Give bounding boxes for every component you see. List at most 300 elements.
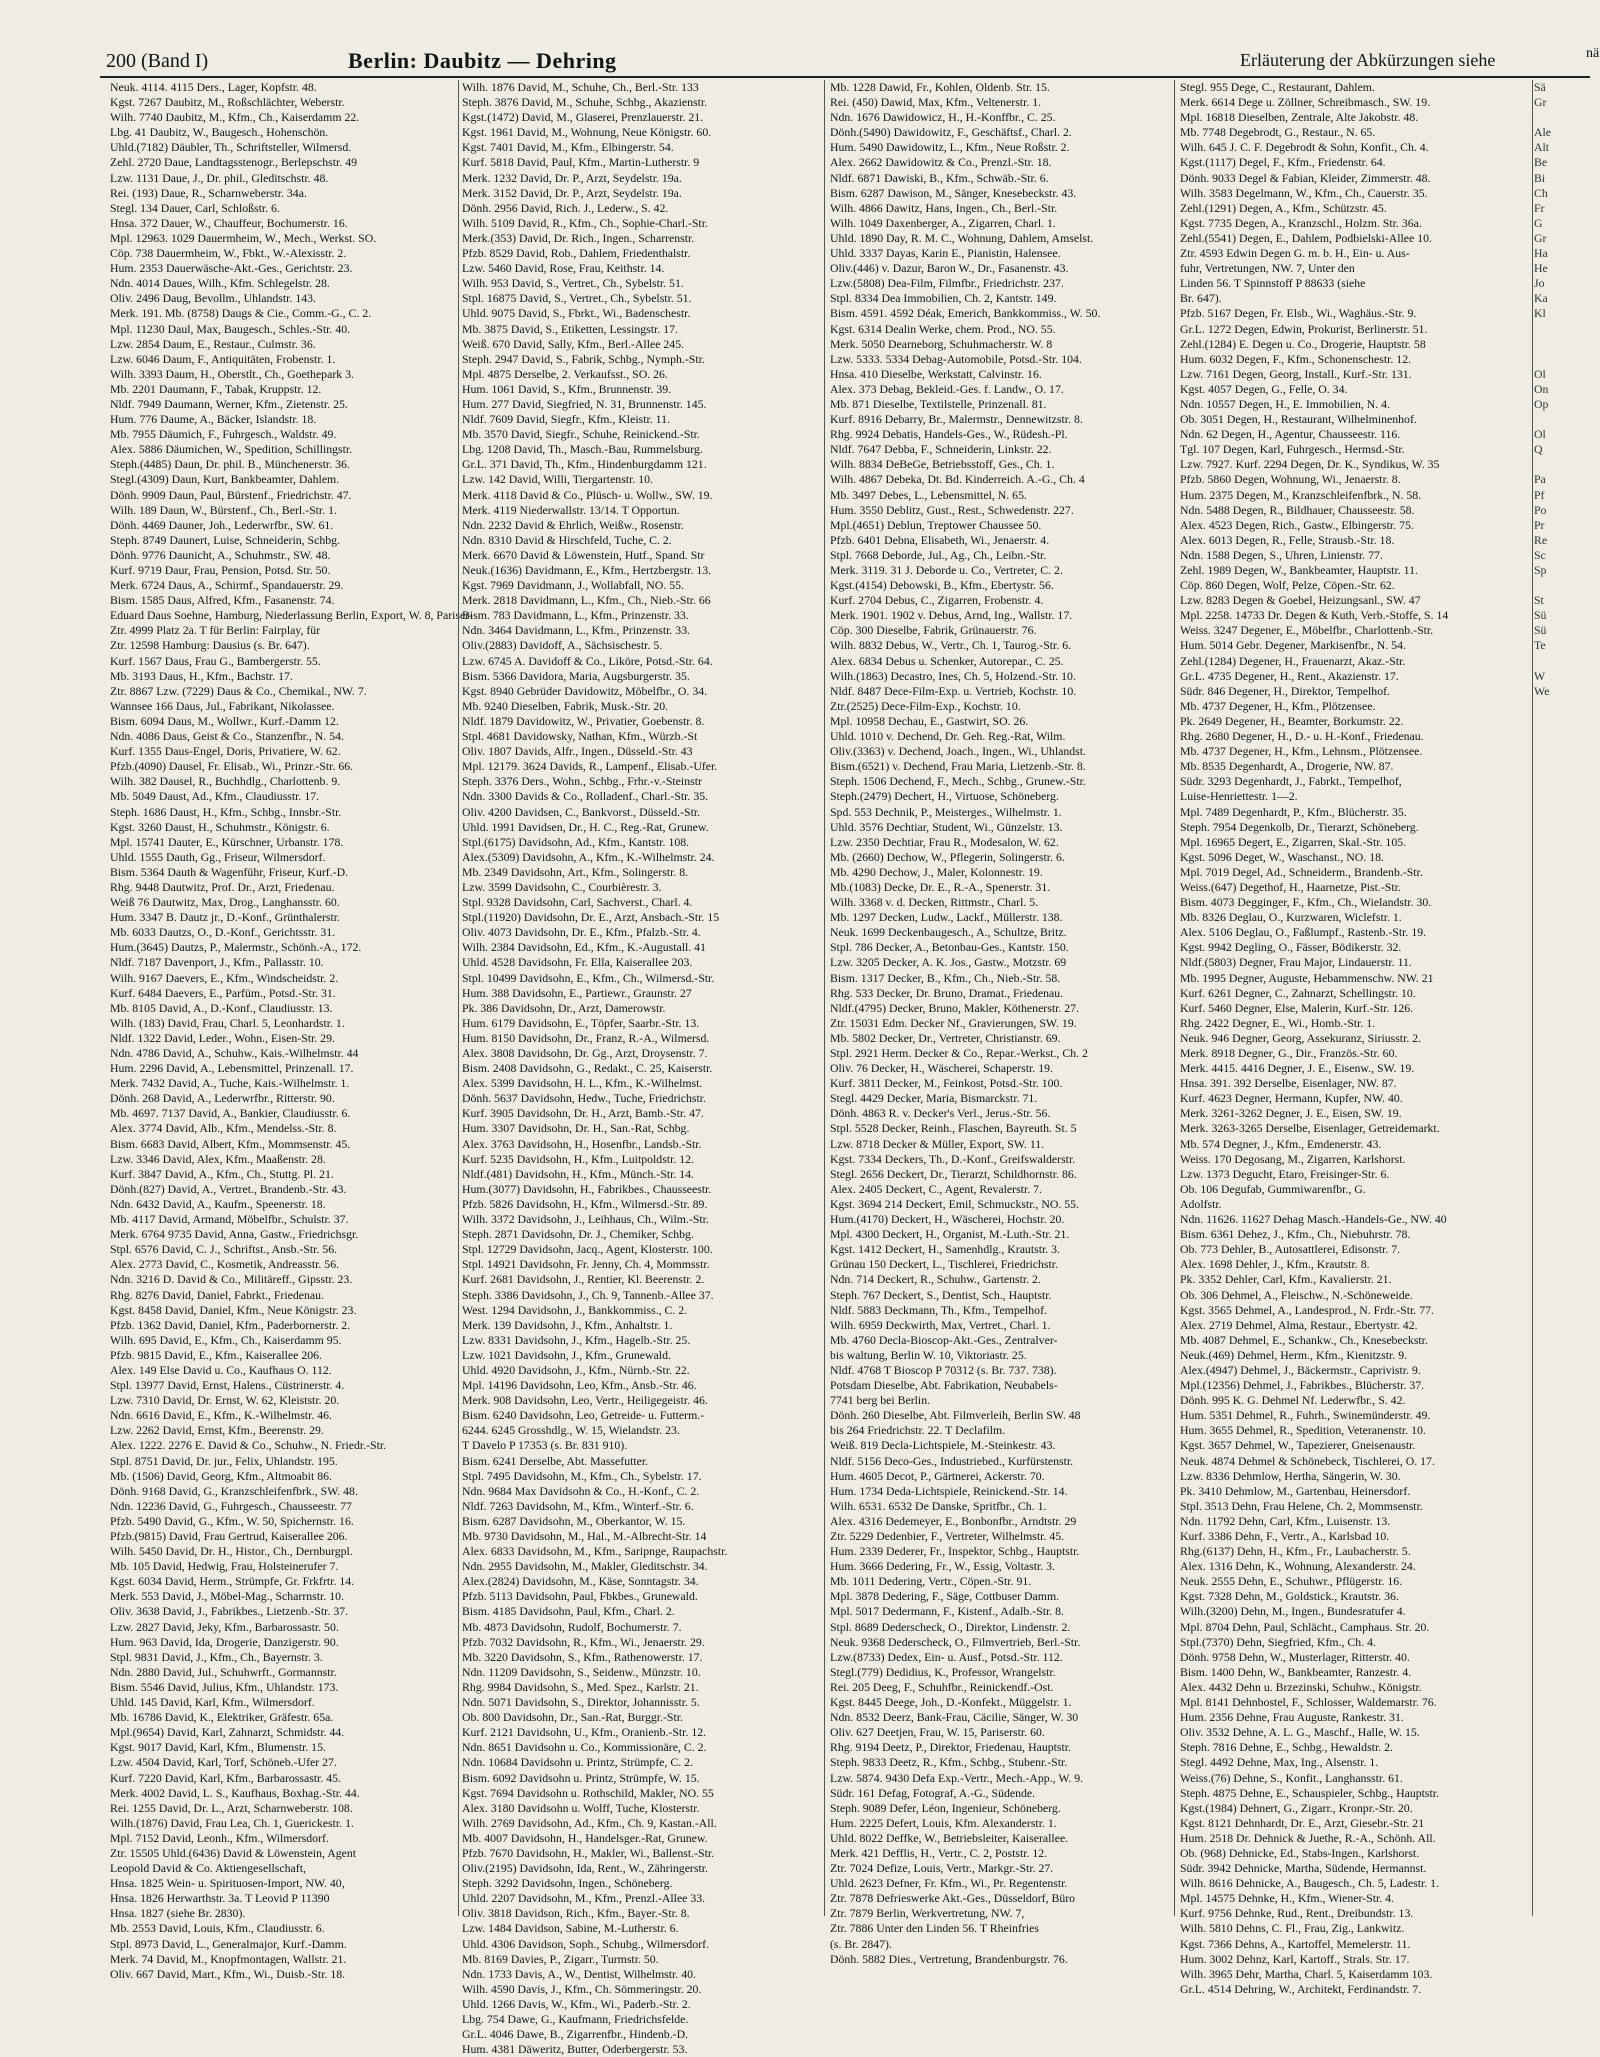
directory-entry: fuhr, Vertretungen, NW. 7, Unter den bbox=[1180, 261, 1355, 276]
directory-entry: Spd. 553 Dechnik, P., Meisterges., Wilhelmstr. 1. bbox=[830, 804, 1062, 819]
directory-entry: Bism. 5546 David, Julius, Kfm., Uhlandstr. 173. bbox=[110, 1679, 339, 1694]
directory-entry: Bism. 6683 David, Albert, Kfm., Mommsenstr. 45. bbox=[110, 1136, 351, 1151]
directory-entry: Mb. 3193 Daus, H., Kfm., Bachstr. 17. bbox=[110, 668, 293, 683]
directory-entry: Lzw. 142 David, Willi, Tiergartenstr. 10. bbox=[462, 472, 653, 487]
directory-entry: Lzw. 4504 David, Karl, Torf, Schöneb.-Ufer 27. bbox=[110, 1755, 337, 1770]
directory-entry: Mb. 9730 Davidsohn, M., Hal., M.-Albrecht-Str. 14 bbox=[462, 1529, 707, 1543]
directory-entry: Steph.(4485) Daun, Dr. phil. B., Münchenerstr. 36. bbox=[110, 457, 350, 472]
directory-entry: Mb. 4087 Dehmel, E., Schankw., Ch., Knesebeckstr. bbox=[1180, 1332, 1428, 1347]
directory-entry: Wannsee 166 Daus, Jul., Fabrikant, Nikolassee. bbox=[110, 698, 335, 713]
directory-entry: Wilh. 189 Daun, W., Bürstenf., Ch., Berl.-Str. 1. bbox=[110, 502, 337, 517]
directory-entry: Mb. 16786 David, K., Elektriker, Gräfestr. 65a. bbox=[110, 1710, 334, 1725]
directory-entry: Wilh. 3583 Degelmann, W., Kfm., Ch., Cauerstr. 35. bbox=[1180, 185, 1428, 200]
directory-entry: Mb. 2553 David, Louis, Kfm., Claudiusstr. 6. bbox=[110, 1921, 325, 1936]
directory-entry: Steph. 7954 Degenkolb, Dr., Tierarzt, Schöneberg. bbox=[1180, 819, 1419, 834]
directory-entry: Kgst. 8458 David, Daniel, Kfm., Neue Königstr. 23. bbox=[110, 1302, 357, 1317]
directory-entry: Kurf. 3905 Davidsohn, Dr. H., Arzt, Bamb.-Str. 47. bbox=[462, 1106, 704, 1121]
directory-entry: Wilh. 7740 Daubitz, M., Kfm., Ch., Kaiserdamm 22. bbox=[110, 110, 360, 125]
directory-entry: Ztr. 5229 Dedenbier, F., Vertreter, Wilhelmstr. 45. bbox=[830, 1529, 1065, 1543]
directory-entry: Pfzb. 5860 Degen, Wohnung, Wi., Jenaerstr. 8. bbox=[1180, 472, 1401, 487]
directory-entry: Hum. 1061 David, S., Kfm., Brunnenstr. 39. bbox=[462, 381, 672, 396]
directory-entry: Tgl. 107 Degen, Karl, Fuhrgesch., Hermsd.-Str. bbox=[1180, 442, 1405, 457]
directory-entry: Uhld. 4528 Davidsohn, Fr. Ella, Kaiserallee 203. bbox=[462, 955, 693, 970]
directory-entry: Wilh. 953 David, S., Vertret., Ch., Sybelstr. 51. bbox=[462, 276, 684, 291]
directory-entry: Sp bbox=[1534, 563, 1547, 577]
directory-entry: Mpl. 16818 Dieselben, Zentrale, Alte Jakobstr. 48. bbox=[1180, 110, 1419, 125]
directory-entry: Ndn. 5488 Degen, R., Bildhauer, Chausseestr. 58. bbox=[1180, 502, 1415, 517]
directory-entry: Sc bbox=[1534, 547, 1546, 562]
directory-entry: Op bbox=[1534, 396, 1549, 411]
directory-entry: Pfzb. 5826 Davidsohn, H., Kfm., Wilmersd.-Str. 89. bbox=[462, 1196, 708, 1211]
directory-entry: Alex. 1222. 2276 E. David & Co., Schuhw., N. Friedr.-Str. bbox=[110, 1438, 387, 1453]
directory-entry: Hum. 5351 Dehmel, R., Fuhrh., Swinemünderstr. 49. bbox=[1180, 1408, 1431, 1423]
directory-entry: Merk. 74 David, M., Knopfmontagen, Wallstr. 21. bbox=[110, 1951, 347, 1966]
directory-entry: Wilh.(1876) David, Frau Lea, Ch. 1, Guerickestr. 1. bbox=[110, 1815, 354, 1830]
directory-entry: Alex. 1698 Dehler, J., Kfm., Krautstr. 8. bbox=[1180, 1257, 1370, 1272]
directory-entry: Ztr. 7886 Unter den Linden 56. T Rheinfries bbox=[830, 1921, 1039, 1936]
directory-entry: Mb. 3570 David, Siegfr., Schuhe, Reinickend.-Str. bbox=[462, 427, 700, 442]
directory-entry: Potsdam Dieselbe, Abt. Fabrikation, Neubabels- bbox=[830, 1378, 1058, 1393]
directory-entry: Mpl. 16965 Degert, E., Zigarren, Skal.-Str. 105. bbox=[1180, 834, 1407, 849]
directory-entry: Ndn. 1588 Degen, S., Uhren, Linienstr. 77. bbox=[1180, 547, 1383, 562]
directory-entry: Sä bbox=[1534, 80, 1546, 94]
directory-entry: Alex. 3180 Davidsohn u. Wolff, Tuche, Klosterstr. bbox=[462, 1800, 700, 1815]
directory-entry: Südr. 3942 Dehnicke, Martha, Südende, Hermannst. bbox=[1180, 1861, 1427, 1876]
directory-entry: Mpl. 8704 Dehn, Paul, Schlächt., Camphaus. Str. 20. bbox=[1180, 1619, 1430, 1634]
directory-entry: Merk. 2818 Davidmann, L., Kfm., Ch., Nieb.-Str. 66 bbox=[462, 593, 711, 608]
directory-entry: Ale bbox=[1534, 125, 1552, 140]
directory-entry: Stpl. 16875 David, S., Vertret., Ch., Sybelstr. 51. bbox=[462, 291, 692, 306]
directory-entry: Hum. 4381 Däweritz, Butter, Oderbergerstr. 53. bbox=[462, 2042, 688, 2057]
directory-entry: Ndn. 6616 David, E., Kfm., K.-Wilhelmstr. 46. bbox=[110, 1408, 333, 1423]
directory-entry: Gr.L. 4735 Degener, H., Rent., Akazienstr. 17. bbox=[1180, 668, 1399, 683]
directory-entry: Merk. 4002 David, L. S., Kaufhaus, Boxhag.-Str. 44. bbox=[110, 1785, 360, 1800]
directory-entry: Lzw. 8283 Degen & Goebel, Heizungsanl., SW. 47 bbox=[1180, 593, 1421, 608]
directory-entry: Alex. 6013 Degen, R., Felle, Strausb.-Str. 18. bbox=[1180, 532, 1395, 547]
directory-entry: Hum. 8150 Davidsohn, Dr., Franz, R.-A., Wilmersd. bbox=[462, 1030, 710, 1045]
directory-entry: Ndn. 2232 David & Ehrlich, Weißw., Rosenstr. bbox=[462, 517, 684, 532]
directory-entry: Pfzb.(4090) Dausel, Fr. Elisab., Wi., Prinzr.-Str. 66. bbox=[110, 759, 354, 774]
directory-entry: Kgst. 5096 Deget, W., Waschanst., NO. 18. bbox=[1180, 849, 1384, 864]
page-header bbox=[100, 46, 1600, 76]
directory-entry: Alex. 5106 Deglau, O., Faßlumpf., Rastenb.-Str. 19. bbox=[1180, 925, 1427, 940]
directory-entry: Hum. 2375 Degen, M., Kranzschleifenfbrk., N. 58. bbox=[1180, 487, 1422, 502]
directory-entry: Oliv.(3363) v. Dechend, Joach., Ingen., Wi., Uhlandst. bbox=[830, 744, 1086, 759]
directory-entry: Mb. 2201 Daumann, F., Tabak, Kruppstr. 12. bbox=[110, 381, 322, 396]
directory-entry: Oliv.(2195) Davidsohn, Ida, Rent., W., Zähringerstr. bbox=[462, 1861, 708, 1876]
directory-entry: Linden 56. T Spinnstoff P 88633 (siehe bbox=[1180, 276, 1366, 291]
directory-entry: Oliv. 1807 Davids, Alfr., Ingen., Düsseld.-Str. 43 bbox=[462, 744, 693, 759]
directory-entry: Stpl. 4681 Davidowsky, Nathan, Kfm., Würzb.-St bbox=[462, 729, 698, 744]
directory-entry: bis 264 Friedrichstr. 22. T Declafilm. bbox=[830, 1423, 1006, 1438]
directory-entry: Hum. 2225 Defert, Louis, Kfm. Alexanderstr. 1. bbox=[830, 1815, 1057, 1830]
directory-entry: Kurf. 2121 Davidsohn, U., Kfm., Oranienb.-Str. 12. bbox=[462, 1725, 707, 1740]
directory-entry bbox=[1534, 654, 1596, 669]
directory-entry: Dönh. 9909 Daun, Paul, Bürstenf., Friedrichstr. 47. bbox=[110, 487, 352, 502]
directory-entry: Ndn. 6432 David, A., Kaufm., Speenerstr. 18. bbox=[110, 1196, 326, 1211]
directory-entry: Ndn. 8310 David & Hirschfeld, Tuche, C. 2. bbox=[462, 532, 672, 547]
directory-entry: Mb. 8105 David, A., D.-Konf., Claudiusstr. 13. bbox=[110, 1000, 333, 1015]
directory-entry: Alex. 4432 Dehn u. Brzezinski, Schuhw., Königstr. bbox=[1180, 1679, 1422, 1694]
directory-entry: Gr bbox=[1534, 95, 1547, 110]
directory-entry: Ztr. 7878 Defrieswerke Akt.-Ges., Düsseldorf, Büro bbox=[830, 1891, 1076, 1906]
directory-entry: Mb. 2349 Davidsohn, Art., Kfm., Solingerstr. 8. bbox=[462, 864, 689, 879]
directory-entry: Pk. 2649 Degener, H., Beamter, Borkumstr. 22. bbox=[1180, 713, 1404, 728]
directory-entry: Südr. 3293 Degenhardt, J., Fabrkt., Tempelhof, bbox=[1180, 774, 1402, 789]
directory-entry: Hum. 963 David, Ida, Drogerie, Danzigerstr. 90. bbox=[110, 1634, 339, 1649]
directory-entry bbox=[1534, 337, 1596, 352]
directory-entry: Zehl.(1284) E. Degen u. Co., Drogerie, Hauptstr. 58 bbox=[1180, 336, 1426, 351]
directory-entry: Mb. 4737 Degener, H., Kfm., Lehnsm., Plötzensee. bbox=[1180, 744, 1423, 759]
directory-entry: Mb. 3497 Debes, L., Lebensmittel, N. 65. bbox=[830, 487, 1027, 502]
directory-entry: Lbg. 754 Dawe, G., Kaufmann, Friedrichsfelde. bbox=[462, 2012, 689, 2026]
directory-entry: Stpl. 9831 David, J., Kfm., Ch., Bayernstr. 3. bbox=[110, 1649, 323, 1664]
directory-entry: Mpl. 15741 Dauter, E., Kürschner, Urbanstr. 178. bbox=[110, 834, 344, 849]
directory-entry: Hnsa. 391. 392 Derselbe, Eisenlager, NW. 87. bbox=[1180, 1076, 1397, 1091]
directory-entry: Neuk. 946 Degner, Georg, Assekuranz, Siriusstr. 2. bbox=[1180, 1030, 1422, 1045]
directory-entry: Ndn. 4014 Daues, Wilh., Kfm. Schlegelstr. 28. bbox=[110, 276, 330, 291]
directory-entry: Steph. 9833 Deetz, R., Kfm., Schbg., Stubenr.-Str. bbox=[830, 1755, 1068, 1770]
directory-entry: Adolfstr. bbox=[1180, 1196, 1222, 1211]
directory-entry: Stpl. 8973 David, L., Generalmajor, Kurf.-Damm. bbox=[110, 1936, 347, 1951]
directory-entry: Zehl.(1284) Degener, H., Frauenarzt, Akaz.-Str. bbox=[1180, 653, 1406, 668]
directory-entry: Steph. 3386 Davidsohn, J., Ch. 9, Tannenb.-Allee 37. bbox=[462, 1287, 714, 1302]
directory-entry: Hum. 3307 Davidsohn, Dr. H., San.-Rat, Schbg. bbox=[462, 1121, 690, 1136]
directory-entry: Hum. 2518 Dr. Dehnick & Juethe, R.-A., Schönh. All. bbox=[1180, 1830, 1436, 1845]
directory-entry: Oliv.(446) v. Dazur, Baron W., Dr., Fasanenstr. 43. bbox=[830, 261, 1069, 276]
directory-entry: Mpl. 4875 Derselbe, 2. Verkaufsst., SO. 26. bbox=[462, 366, 668, 381]
directory-entry: Rhg. 9924 Debatis, Handels-Ges., W., Rüdesh.-Pl. bbox=[830, 427, 1068, 442]
directory-entry: Wilh. 645 J. C. F. Degebrodt & Sohn, Konfit., Ch. 4. bbox=[1180, 140, 1429, 155]
directory-entry: Mpl. 2258. 14733 Dr. Degen & Kuth, Verb.-Stoffe, S. 14 bbox=[1180, 608, 1449, 623]
directory-entry: Lzw. 8331 Davidsohn, J., Kfm., Hagelb.-Str. 25. bbox=[462, 1332, 691, 1347]
directory-entry: Uhld. 4920 Davidsohn, J., Kfm., Nürnb.-Str. 22. bbox=[462, 1362, 690, 1377]
directory-entry: Mb. 8535 Degenhardt, A., Drogerie, NW. 87. bbox=[1180, 759, 1394, 774]
directory-entry: Ztr. 4593 Edwin Degen G. m. b. H., Ein- u. Aus- bbox=[1180, 246, 1410, 261]
directory-entry: Ndn. 11792 Dehn, Carl, Kfm., Luisenstr. 13. bbox=[1180, 1513, 1391, 1528]
directory-entry: Mb. 5802 Decker, Dr., Vertreter, Christianstr. 69. bbox=[830, 1030, 1061, 1045]
directory-entry: Nldf.(5803) Degner, Frau Major, Lindauerstr. 11. bbox=[1180, 955, 1412, 970]
directory-entry: Nldf.(4795) Decker, Bruno, Makler, Köthenerstr. 27. bbox=[830, 1000, 1080, 1015]
directory-entry: Merk. 421 Defflis, H., Vertr., C. 2, Poststr. 12. bbox=[830, 1845, 1048, 1860]
directory-entry: Südr. 161 Defag, Fotograf, A.-G., Südende. bbox=[830, 1785, 1036, 1800]
directory-entry: Ndn. 62 Degen, H., Agentur, Chausseestr. 116. bbox=[1180, 427, 1401, 442]
directory-entry: Mpl.(12356) Dehmel, J., Fabrikbes., Blücherstr. 37. bbox=[1180, 1378, 1425, 1393]
directory-entry: Ndn. 714 Deckert, R., Schuhw., Gartenstr. 2. bbox=[830, 1272, 1041, 1287]
directory-entry: Alex.(4947) Dehmel, J., Bäckermstr., Caprivistr. 9. bbox=[1180, 1362, 1421, 1377]
directory-entry: Dönh. 9168 David, G., Kranzschleifenfbrk., SW. 48. bbox=[110, 1483, 358, 1498]
directory-entry: Oliv. 627 Deetjen, Frau, W. 15, Pariserstr. 60. bbox=[830, 1725, 1045, 1740]
next-page-edge-text: nä bbox=[1586, 46, 1600, 61]
column-3 bbox=[830, 80, 1170, 1966]
directory-entry: Lzw. 1021 Davidsohn, J., Kfm., Grunewald. bbox=[462, 1347, 671, 1362]
column-divider bbox=[1174, 80, 1175, 1916]
directory-entry: Stpl. 2921 Herm. Decker & Co., Repar.-Werkst., Ch. 2 bbox=[830, 1046, 1088, 1060]
directory-entry: Steph. 1506 Dechend, F., Mech., Schbg., Grunew.-Str. bbox=[830, 774, 1086, 789]
directory-entry: Stpl. 8334 Dea Immobilien, Ch. 2, Kantstr. 149. bbox=[830, 291, 1057, 306]
directory-entry: Kgst.(4154) Debowski, B., Kfm., Ebertystr. 56. bbox=[830, 578, 1054, 593]
directory-entry: Gr bbox=[1534, 230, 1547, 245]
directory-entry: Hum. 4605 Decot, P., Gärtnerei, Ackerstr. 70. bbox=[830, 1468, 1045, 1483]
directory-entry: Hum. 2356 Dehne, Frau Auguste, Rankestr. 31. bbox=[1180, 1710, 1404, 1725]
directory-entry: Rhg. 533 Decker, Dr. Bruno, Dramat., Friedenau. bbox=[830, 985, 1064, 1000]
directory-entry bbox=[1534, 322, 1596, 337]
directory-entry: Kgst. 3694 214 Deckert, Emil, Schmuckstr., NO. 55. bbox=[830, 1196, 1080, 1211]
directory-entry: Lzw. 7310 David, Dr. Ernst, W. 62, Kleiststr. 20. bbox=[110, 1393, 340, 1408]
directory-entry: Weiß. 819 Decla-Lichtspiele, M.-Steinkestr. 43. bbox=[830, 1438, 1056, 1453]
directory-entry: Lzw. 7161 Degen, Georg, Install., Kurf.-Str. 131. bbox=[1180, 366, 1412, 381]
directory-entry: Kgst.(1984) Dehnert, G., Zigarr., Kronpr.-Str. 20. bbox=[1180, 1800, 1413, 1815]
directory-entry: Ndn. 4786 David, A., Schuhw., Kais.-Wilhelmstr. 44 bbox=[110, 1046, 359, 1060]
directory-entry: Weiss.(76) Dehne, S., Konfit., Langhansstr. 61. bbox=[1180, 1770, 1403, 1785]
directory-entry: Mb. (1506) David, Georg, Kfm., Altmoabit 86. bbox=[110, 1468, 332, 1483]
directory-entry: Kurf. 6261 Degner, C., Zahnarzt, Schellingstr. 10. bbox=[1180, 985, 1416, 1000]
directory-entry: Kl bbox=[1534, 306, 1546, 321]
directory-entry: Uhld. 1890 Day, R. M. C., Wohnung, Dahlem, Amselst. bbox=[830, 230, 1094, 245]
directory-entry: Oliv. 4073 Davidsohn, Dr. E., Kfm., Pfalzb.-Str. 4. bbox=[462, 925, 701, 940]
directory-entry: Mb. 9240 Dieselben, Fabrik, Musk.-Str. 20. bbox=[462, 698, 669, 713]
directory-entry: Nldf. 7949 Daumann, Werner, Kfm., Zietenstr. 25. bbox=[110, 396, 348, 411]
directory-entry: Rhg. 2422 Degner, E., Wi., Homb.-Str. 1. bbox=[1180, 1015, 1376, 1030]
directory-entry: Hum. 6032 Degen, F., Kfm., Schonenschestr. 12. bbox=[1180, 351, 1412, 366]
directory-entry: Kurf. 1355 Daus-Engel, Doris, Privatiere, W. 62. bbox=[110, 744, 341, 759]
directory-entry: Merk. 4119 Niederwallstr. 13/14. T Opportun. bbox=[462, 502, 680, 517]
directory-entry: Steph. 767 Deckert, S., Dentist, Sch., Hauptstr. bbox=[830, 1287, 1052, 1302]
directory-entry: Wilh. 4590 Davis, J., Kfm., Ch. Sömmeringstr. 20. bbox=[462, 1981, 702, 1996]
directory-entry: Mb. 1228 Dawid, Fr., Kohlen, Oldenb. Str. 15. bbox=[830, 80, 1050, 94]
directory-entry: Ztr. 8867 Lzw. (7229) Daus & Co., Chemikal., NW. 7. bbox=[110, 683, 367, 698]
directory-entry: Wilh. 8832 Debus, W., Vertr., Ch. 1, Taurog.-Str. 6. bbox=[830, 638, 1072, 653]
directory-entry: Steph. 3376 Ders., Wohn., Schbg., Frhr.-v.-Steinstr bbox=[462, 774, 702, 789]
directory-entry: Lzw. 8718 Decker & Müller, Export, SW. 11. bbox=[830, 1136, 1045, 1151]
directory-entry: Weiß. 670 David, Sally, Kfm., Berl.-Allee 245. bbox=[462, 336, 685, 351]
directory-entry: Hum. 5014 Gebr. Degener, Markisenfbr., N. 54. bbox=[1180, 638, 1406, 653]
directory-entry: Dönh. 9776 Daunicht, A., Schuhmstr., SW. 48. bbox=[110, 547, 331, 562]
directory-entry: Steph. 3292 Davidsohn, Ingen., Schöneberg. bbox=[462, 1876, 673, 1891]
directory-entry: 6244. 6245 Grosshdlg., W. 15, Wielandstr. 23. bbox=[462, 1423, 680, 1438]
directory-entry: Ndn. 11209 Davidsohn, S., Seidenw., Münzstr. 10. bbox=[462, 1664, 701, 1679]
directory-entry: Hum. 2296 David, A., Lebensmittel, Prinzenall. 17. bbox=[110, 1061, 354, 1076]
directory-entry: Uhld. 8022 Deffke, W., Betriebsleiter, Kaiserallee. bbox=[830, 1830, 1069, 1845]
directory-entry: Rei. 205 Deeg, F., Schuhfbr., Reinickendf.-Ost. bbox=[830, 1679, 1054, 1694]
directory-entry: Wilh. (183) David, Frau, Charl. 5, Leonhardstr. 1. bbox=[110, 1015, 345, 1030]
directory-entry: Stpl. 13977 David, Ernst, Halens., Cüstrinerstr. 4. bbox=[110, 1378, 345, 1393]
directory-entry: Uhld. 1555 Dauth, Gg., Friseur, Wilmersdorf. bbox=[110, 849, 326, 864]
directory-entry: Steph. 9089 Defer, Léon, Ingenieur, Schöneberg. bbox=[830, 1800, 1061, 1815]
directory-entry: T Davelo P 17353 (s. Br. 831 910). bbox=[462, 1438, 628, 1453]
directory-entry: Stegl.(4309) Daun, Kurt, Bankbeamter, Dahlem. bbox=[110, 472, 340, 487]
directory-entry: Ha bbox=[1534, 246, 1548, 261]
directory-entry: Bism. 6241 Derselbe, Abt. Massefutter. bbox=[462, 1453, 649, 1468]
directory-entry: Ch bbox=[1534, 185, 1548, 200]
directory-entry: Hum. 1734 Deda-Lichtspiele, Reinickend.-Str. 14. bbox=[830, 1483, 1068, 1498]
directory-entry: Stpl. 8689 Dederscheck, O., Direktor, Lindenstr. 2. bbox=[830, 1619, 1071, 1634]
directory-entry: Oliv. 3638 David, J., Fabrikbes., Lietzenb.-Str. 37. bbox=[110, 1604, 349, 1619]
directory-entry: Bism. 4073 Degginger, F., Kfm., Ch., Wielandstr. 30. bbox=[1180, 895, 1432, 910]
directory-entry: Alex.(2824) Davidsohn, M., Käse, Sonntagstr. 34. bbox=[462, 1574, 699, 1589]
directory-entry: Wilh.(3200) Dehn, M., Ingen., Bundesratufer 4. bbox=[1180, 1604, 1406, 1619]
directory-entry: Kgst. 1412 Deckert, H., Samenhdlg., Krautstr. 3. bbox=[830, 1242, 1061, 1257]
directory-entry: Ka bbox=[1534, 291, 1548, 306]
directory-entry: Rhg.(6137) Dehn, H., Kfm., Fr., Laubacherstr. 5. bbox=[1180, 1544, 1411, 1559]
directory-entry: Neuk. 4114. 4115 Ders., Lager, Kopfstr. 48. bbox=[110, 80, 317, 94]
directory-entry: Kurf. 2704 Debus, C., Zigarren, Frobenstr. 4. bbox=[830, 593, 1044, 608]
directory-entry: Hnsa. 410 Dieselbe, Werkstatt, Calvinstr. 16. bbox=[830, 366, 1042, 381]
directory-entry: Wilh. 8834 DeBeGe, Betriebsstoff, Ges., Ch. 1. bbox=[830, 457, 1055, 472]
directory-entry: Stpl.(11920) Davidsohn, Dr. E., Arzt, Ansbach.-Str. 15 bbox=[462, 910, 720, 925]
directory-entry: Mb. (2660) Dechow, W., Pflegerin, Solingerstr. 6. bbox=[830, 849, 1065, 864]
directory-entry: Mb. 4760 Decla-Bioscop-Akt.-Ges., Zentralver- bbox=[830, 1332, 1058, 1347]
directory-entry: Wilh. 695 David, E., Kfm., Ch., Kaiserdamm 95. bbox=[110, 1332, 342, 1347]
directory-entry: Hum. 3655 Dehmel, R., Spedition, Veteranenstr. 10. bbox=[1180, 1423, 1426, 1438]
directory-entry: Dönh. 2956 David, Rich. J., Lederw., S. 42. bbox=[462, 200, 669, 215]
directory-entry bbox=[1534, 578, 1596, 593]
directory-entry: Kgst. 9942 Degling, O., Fässer, Bödikerstr. 32. bbox=[1180, 940, 1402, 955]
directory-entry: Mpl.(4651) Deblun, Treptower Chaussee 50. bbox=[830, 517, 1042, 532]
directory-entry: Steph.(2479) Dechert, H., Virtuose, Schöneberg. bbox=[830, 789, 1059, 804]
page-number: 200 (Band I) bbox=[106, 50, 209, 72]
directory-entry: Wilh. 1876 David, M., Schuhe, Ch., Berl.-Str. 133 bbox=[462, 80, 699, 94]
directory-entry: Lzw.(5808) Dea-Film, Filmfbr., Friedrichstr. 237. bbox=[830, 276, 1064, 291]
directory-entry: Ndn. 8651 Davidsohn u. Co., Kommissionäre, C. 2. bbox=[462, 1740, 707, 1755]
directory-entry: Oliv. 76 Decker, H., Wäscherei, Schaperstr. 19. bbox=[830, 1061, 1053, 1076]
directory-entry: Steph. 2947 David, S., Fabrik, Schbg., Nymph.-Str. bbox=[462, 351, 705, 366]
directory-entry: Stegl. 4429 Decker, Maria, Bismarckstr. 71. bbox=[830, 1091, 1038, 1106]
directory-entry: Ndn. 10557 Degen, H., E. Immobilien, N. 4. bbox=[1180, 396, 1391, 411]
directory-entry: Alex. 5399 Davidsohn, H. L., Kfm., K.-Wilhelmst. bbox=[462, 1076, 703, 1091]
directory-entry: Lzw. 2827 David, Jeky, Kfm., Barbarossastr. 50. bbox=[110, 1619, 339, 1634]
directory-entry: Pk. 3410 Dehmlow, M., Gartenbau, Heinersdorf. bbox=[1180, 1483, 1411, 1498]
directory-entry: Bism. 5366 Davidora, Maria, Augsburgerstr. 35. bbox=[462, 668, 690, 683]
directory-entry: Leopold David & Co. Aktiengesellschaft, bbox=[110, 1861, 306, 1876]
directory-entry: Q bbox=[1534, 442, 1543, 457]
directory-entry: Cöp. 738 Dauermheim, W., Fbkt., W.-Alexisstr. 2. bbox=[110, 246, 347, 261]
directory-entry: Stpl.(7370) Dehn, Siegfried, Kfm., Ch. 4. bbox=[1180, 1634, 1376, 1649]
directory-entry: Stegl.(779) Dedidius, K., Professor, Wrangelstr. bbox=[830, 1664, 1056, 1679]
directory-entry: Mb. 574 Degner, J., Kfm., Emdenerstr. 43. bbox=[1180, 1136, 1382, 1151]
directory-entry: Hum.(4170) Deckert, H., Wäscherei, Hochstr. 20. bbox=[830, 1212, 1065, 1227]
directory-entry: Alex. 373 Debag, Bekleid.-Ges. f. Landw., O. 17. bbox=[830, 381, 1064, 396]
directory-entry: Kgst. 7735 Degen, A., Kranzschl., Holzm. Str. 36a. bbox=[1180, 215, 1422, 230]
directory-entry: Mb. 4697. 7137 David, A., Bankier, Claudiusstr. 6. bbox=[110, 1106, 351, 1121]
directory-entry: Mpl. 7489 Degenhardt, P., Kfm., Blücherstr. 35. bbox=[1180, 804, 1407, 819]
directory-entry: Mpl. 14575 Dehnke, H., Kfm., Wiener-Str. 4. bbox=[1180, 1891, 1395, 1906]
column-4 bbox=[1180, 80, 1530, 1996]
directory-entry: Hum. 2353 Dauerwäsche-Akt.-Ges., Gerichtstr. 23. bbox=[110, 261, 353, 276]
directory-entry: Alex. 2662 Dawidowitz & Co., Prenzl.-Str. 18. bbox=[830, 155, 1052, 170]
directory-entry: Nldf. 1322 David, Leder., Wohn., Eisen-Str. 29. bbox=[110, 1030, 335, 1045]
directory-entry: Merk. 3261-3262 Degner, J. E., Eisen, SW. 19. bbox=[1180, 1106, 1402, 1121]
directory-entry: Rhg. 8276 David, Daniel, Fabrkt., Friedenau. bbox=[110, 1287, 324, 1302]
directory-entry: Merk. 4118 David & Co., Plüsch- u. Wollw., SW. 19. bbox=[462, 487, 713, 502]
directory-entry: Merk.(353) David, Dr. Rich., Ingen., Scharrenstr. bbox=[462, 230, 695, 245]
directory-entry: Neuk. 4874 Dehmel & Schönebeck, Tischlerei, O. 17. bbox=[1180, 1453, 1435, 1468]
directory-entry: Bism. 6287 Davidsohn, M., Oberkantor, W. 15. bbox=[462, 1513, 686, 1528]
directory-entry: Kgst. 4057 Degen, G., Felle, O. 34. bbox=[1180, 381, 1348, 396]
directory-entry: Wilh. 6531. 6532 De Danske, Spritfbr., Ch. 1. bbox=[830, 1498, 1047, 1513]
directory-entry: St bbox=[1534, 593, 1544, 608]
directory-entry: Alex. 5886 Däumichen, W., Spedition, Schillingstr. bbox=[110, 442, 353, 457]
directory-entry bbox=[1534, 412, 1596, 427]
directory-entry: Wilh. 3393 Daum, H., Oberstlt., Ch., Goethepark 3. bbox=[110, 366, 354, 381]
directory-entry: Stegl. 2656 Deckert, Dr., Tierarzt, Schildhornstr. 86. bbox=[830, 1166, 1077, 1181]
directory-entry: Bism. 5364 Dauth & Wagenführ, Friseur, Kurf.-D. bbox=[110, 864, 349, 879]
column-divider bbox=[1532, 80, 1533, 1916]
directory-entry: Merk. 1232 David, Dr. P., Arzt, Seydelstr. 19a. bbox=[462, 170, 682, 185]
directory-entry: Hum. 2339 Dederer, Fr., Inspektor, Schbg., Hauptstr. bbox=[830, 1544, 1080, 1559]
directory-entry: Merk. 6764 9735 David, Anna, Gastw., Friedrichsgr. bbox=[110, 1227, 359, 1242]
directory-entry: Mpl. 7152 David, Leonh., Kfm., Wilmersdorf. bbox=[110, 1830, 329, 1845]
directory-entry: Merk. 139 Davidsohn, J., Kfm., Anhaltstr. 1. bbox=[462, 1317, 673, 1332]
directory-entry: Lbg. 41 Daubitz, W., Baugesch., Hohenschön. bbox=[110, 125, 329, 140]
directory-entry: Wilh. 6959 Deckwirth, Max, Vertret., Charl. 1. bbox=[830, 1317, 1051, 1332]
directory-entry: Mb. 871 Dieselbe, Textilstelle, Prinzenall. 81. bbox=[830, 396, 1047, 411]
directory-entry: Merk. 6670 David & Löwenstein, Hutf., Spand. Str bbox=[462, 547, 705, 562]
directory-entry: Dönh. 9758 Dehn, W., Musterlager, Ritterstr. 40. bbox=[1180, 1649, 1410, 1664]
directory-entry: Kgst. 7328 Dehn, M., Goldstick., Krautstr. 36. bbox=[1180, 1589, 1399, 1604]
directory-entry: Uhld. 9075 David, S., Fbrkt., Wi., Badenschestr. bbox=[462, 306, 691, 321]
directory-entry: Mpl. 3878 Dedering, F., Säge, Cottbuser Damm. bbox=[830, 1589, 1060, 1604]
directory-entry: Merk. 3152 David, Dr. P., Arzt, Seydelstr. 19a. bbox=[462, 185, 682, 200]
directory-entry: Kgst. 8121 Dehnhardt, Dr. E., Arzt, Giesebr.-Str. 21 bbox=[1180, 1815, 1425, 1830]
directory-entry: Uhld. 2207 Davidsohn, M., Kfm., Prenzl.-Allee 33. bbox=[462, 1891, 706, 1906]
directory-entry: Stpl. 10499 Davidsohn, E., Kfm., Ch., Wilmersd.-Str. bbox=[462, 970, 715, 985]
directory-entry: Merk. 3263-3265 Derselbe, Eisenlager, Getreidemarkt. bbox=[1180, 1121, 1440, 1136]
directory-entry: Hnsa. 1825 Wein- u. Spirituosen-Import, NW. 40, bbox=[110, 1876, 345, 1891]
directory-entry: Zehl.(5541) Degen, E., Dahlem, Podbielski-Allee 10. bbox=[1180, 230, 1432, 245]
directory-entry: Ztr. 15031 Edm. Decker Nf., Gravierungen, SW. 19. bbox=[830, 1015, 1077, 1030]
directory-entry: Hum.(3077) Davidsohn, H., Fabrikbes., Chausseestr. bbox=[462, 1181, 712, 1196]
directory-entry: Kgst.(1117) Degel, F., Kfm., Friedenstr. 64. bbox=[1180, 155, 1386, 170]
directory-entry: Mpl. 12963. 1029 Dauermheim, W., Mech., Werkst. SO. bbox=[110, 230, 377, 245]
directory-entry: Mb. 4737 Degener, H., Kfm., Plötzensee. bbox=[1180, 698, 1376, 713]
directory-entry: Merk. 4415. 4416 Degner, J. E., Eisenw., SW. 19. bbox=[1180, 1061, 1415, 1076]
directory-entry: Uhld. 2623 Defner, Fr. Kfm., Wi., Pr. Regentenstr. bbox=[830, 1876, 1068, 1891]
directory-entry: Mb. 6033 Dautzs, O., D.-Konf., Gerichtsstr. 31. bbox=[110, 925, 336, 940]
directory-entry: Hum. 3550 Deblitz, Gust., Rest., Schwedenstr. 227. bbox=[830, 502, 1074, 517]
directory-entry: Mb.(1083) Decke, Dr. E., R.-A., Spenerstr. 31. bbox=[830, 879, 1051, 894]
directory-entry: Neuk. 2555 Dehn, E., Schuhwr., Pflügerstr. 16. bbox=[1180, 1574, 1403, 1589]
directory-entry: Pfzb. 5167 Degen, Fr. Elsb., Wi., Waghäus.-Str. 9. bbox=[1180, 306, 1417, 321]
directory-entry: Hum. 3002 Dehnz, Karl, Kartoff., Strals. Str. 17. bbox=[1180, 1951, 1410, 1966]
directory-entry: Oliv. 4200 Davidsen, C., Bankvorst., Düsseld.-Str. bbox=[462, 804, 701, 819]
directory-entry: Kurf. 3811 Decker, M., Feinkost, Potsd.-Str. 100. bbox=[830, 1076, 1063, 1091]
directory-entry: Neuk. 1699 Deckenbaugesch., A., Schultze, Britz. bbox=[830, 925, 1067, 940]
directory-entry: Pk. 3352 Dehler, Carl, Kfm., Kavalierstr. 21. bbox=[1180, 1272, 1392, 1287]
directory-entry: Nldf. 4768 T Bioscop P 70312 (s. Br. 737. 738). bbox=[830, 1362, 1057, 1377]
directory-entry: Oliv. 3532 Dehne, A. L. G., Maschf., Halle, W. 15. bbox=[1180, 1725, 1420, 1740]
directory-entry: Po bbox=[1534, 502, 1547, 517]
directory-entry: Wilh. 5810 Dehns, C. Fl., Frau, Zig., Lankwitz. bbox=[1180, 1921, 1405, 1936]
directory-entry: Wilh. 382 Dausel, R., Buchhdlg., Charlottenb. 9. bbox=[110, 774, 341, 789]
directory-entry: Kurf. 7220 David, Karl, Kfm., Barbarossastr. 45. bbox=[110, 1770, 341, 1785]
directory-entry: Mb. 1995 Degner, Auguste, Hebammenschw. NW. 21 bbox=[1180, 970, 1434, 985]
directory-entry: Dönh. 260 Dieselbe, Abt. Filmverleih, Berlin SW. 48 bbox=[830, 1408, 1081, 1423]
header-rule bbox=[100, 76, 1590, 78]
directory-entry bbox=[1534, 457, 1596, 472]
directory-entry: Ndn. 11626. 11627 Dehag Masch.-Handels-Ge., NW. 40 bbox=[1180, 1212, 1447, 1227]
directory-entry: Fr bbox=[1534, 200, 1545, 215]
directory-entry: Steph. 7816 Dehne, E., Schbg., Hewaldstr. 2. bbox=[1180, 1740, 1393, 1755]
directory-entry: Uhld. 4306 Davidson, Soph., Schubg., Wilmersdorf. bbox=[462, 1936, 710, 1951]
directory-entry: Mpl. 10958 Dechau, E., Gastwirt, SO. 26. bbox=[830, 713, 1029, 728]
directory-entry: Kgst.(1472) David, M., Glaserei, Prenzlauerstr. 21. bbox=[462, 110, 704, 125]
directory-entry: Stpl. 7495 Davidsohn, M., Kfm., Ch., Sybelstr. 17. bbox=[462, 1468, 702, 1483]
directory-entry: He bbox=[1534, 261, 1548, 276]
directory-entry: Ndn. 1733 Davis, A., W., Dentist, Wilhelmstr. 40. bbox=[462, 1966, 696, 1981]
directory-entry: Kgst. 7694 Davidsohn u. Rothschild, Makler, NO. 55 bbox=[462, 1785, 714, 1800]
directory-entry: Uhld. 145 David, Karl, Kfm., Wilmersdorf. bbox=[110, 1695, 315, 1710]
